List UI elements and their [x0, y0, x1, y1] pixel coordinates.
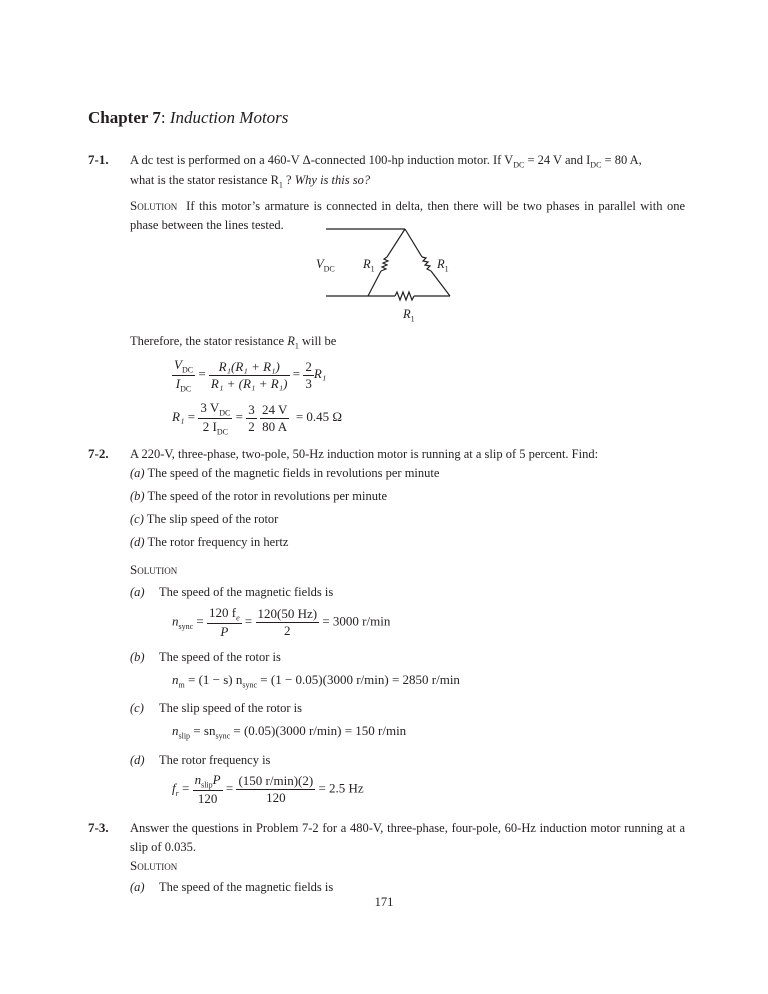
d: 80 A [262, 418, 288, 434]
rest: = (0.05)(3000 r/min) = 150 r/min [230, 723, 407, 738]
problem-number-7-3: 7-3. [88, 820, 109, 835]
item-text: The speed of the rotor in revolutions per minute [147, 489, 388, 503]
item-text: The slip speed of the rotor [146, 512, 279, 526]
equation-ratio: $\frac{V_{DC}}{I_{DC}}$ = $\frac{\text{R₁(R₁ + R₁)}}{\text{R₁ + (R₁ + R₁)}}$ = $\frac{2}{3}$ R₁ [174, 357, 327, 394]
problem-7-2-item [130, 510, 278, 529]
chapter-number: Chapter 7 [88, 108, 161, 127]
solution-7-2-b [130, 648, 281, 667]
left-resistor [381, 257, 388, 271]
sub: 1 [278, 180, 283, 190]
fraction [236, 773, 315, 806]
problem-7-3-question: Answer the questions in Problem 7-2 for a 480-V, three-phase, four-pole, 60-Hz induction motor running at a slip of 0.035. [130, 821, 685, 854]
q-text: = 80 A, [601, 153, 642, 167]
fraction [172, 357, 195, 393]
var: R₁ [313, 366, 327, 382]
circuit-vdc-label [316, 255, 335, 279]
d: 2 I [202, 418, 217, 434]
page-number: 171 [374, 895, 394, 909]
solution-7-2-d [130, 751, 271, 770]
text: The speed of the magnetic fields is [159, 585, 334, 599]
sub: DC [216, 427, 228, 437]
fraction [193, 772, 223, 807]
bottom-resistor [395, 292, 414, 300]
solution-label-7-3: Solution [130, 858, 178, 873]
lhs: R₁ [172, 409, 185, 425]
result: = 3000 r/min [322, 613, 391, 629]
therefore-text: will be [301, 334, 337, 348]
n: V [174, 357, 182, 372]
sub: m [178, 680, 185, 690]
n: n [194, 772, 202, 787]
sub: DC [181, 365, 194, 375]
n: (150 r/min)(2) [238, 772, 314, 788]
q-text: = 24 V and I [524, 153, 591, 167]
fraction [207, 605, 242, 640]
therefore-text: Therefore, the stator resistance [130, 334, 285, 348]
circuit-r1-right-label [437, 255, 449, 279]
equation-nm [172, 672, 460, 690]
sub: DC [180, 384, 192, 394]
sub: e [236, 613, 240, 623]
n: 24 V [261, 401, 288, 417]
circuit-r1-left-label [363, 255, 375, 279]
sub: 1 [294, 341, 299, 351]
vdc: V [316, 257, 324, 271]
sub: slip [201, 780, 213, 790]
circuit-r1-bottom-label [403, 305, 415, 329]
fraction [209, 359, 290, 392]
d: R₁ + (R₁ + R₁) [210, 375, 288, 391]
sub: 1 [444, 264, 449, 274]
sub: 1 [410, 314, 415, 324]
equation-fr: $f_r$ = $\frac{n_{slip}P}{120}$ = $\frac{(150 r/\min)(2)}{120}$ = 2.5 Hz [172, 772, 364, 806]
solution-label: Solution [130, 198, 178, 213]
q-text: ? [282, 173, 292, 187]
n: P [212, 772, 221, 787]
solution-label-7-2: Solution [130, 562, 178, 577]
chapter-title: Induction Motors [169, 108, 289, 127]
sub: sync [178, 621, 194, 631]
text: The speed of the magnetic fields is [159, 880, 334, 894]
sub: DC [513, 160, 525, 170]
problem-7-2-item [130, 487, 387, 506]
sub: slip [178, 731, 191, 741]
label: (d) [130, 753, 145, 767]
equation-nsync: $n_{sync}$ = $\frac{120 f_e}{P}$ = $\frac{120(50 Hz)}{2}$ = 3000 r/min [172, 605, 391, 639]
n: 3 V [200, 400, 220, 415]
d: I [175, 375, 181, 391]
chapter-heading [88, 108, 288, 128]
right-branch-top [405, 229, 422, 257]
problem-7-1-question-line2 [130, 171, 370, 195]
chapter-sep: : [160, 108, 166, 127]
item-label: (d) [130, 535, 145, 549]
lhs: n [172, 613, 179, 629]
n: 120 f [209, 605, 237, 620]
fraction [303, 359, 314, 392]
right-resistor [422, 257, 431, 271]
item-label: (c) [130, 512, 144, 526]
fraction [198, 400, 232, 436]
d: 120 [266, 789, 286, 805]
sub: r [175, 788, 179, 798]
n: 3 [248, 401, 255, 417]
item-text: The speed of the magnetic fields in revolutions per minute [147, 466, 440, 480]
solution-7-2-a [130, 583, 334, 602]
problem-number-7-1: 7-1. [88, 152, 109, 167]
problem-7-2-item [130, 464, 439, 483]
n: 2 [305, 358, 312, 374]
d: 3 [305, 375, 312, 391]
q-italic: Why is this so? [294, 173, 371, 187]
fraction [260, 402, 289, 435]
sub: sync [215, 731, 231, 741]
r: R [287, 334, 295, 348]
label: (c) [130, 701, 144, 715]
problem-7-2-item [130, 533, 288, 552]
fraction [246, 402, 257, 435]
n: 120(50 Hz) [257, 605, 318, 621]
label: (b) [130, 650, 145, 664]
left-branch-top [387, 229, 405, 257]
sub: DC [590, 160, 602, 170]
r: R [437, 257, 445, 271]
q-text: what is the stator resistance R [130, 173, 279, 187]
text: The speed of the rotor is [159, 650, 281, 664]
lhs: n [172, 672, 179, 687]
lhs: f [172, 780, 176, 796]
sub: sync [242, 680, 258, 690]
text: The rotor frequency is [159, 753, 271, 767]
solution-7-2-c [130, 699, 303, 718]
item-text: The rotor frequency in hertz [147, 535, 289, 549]
sub: DC [323, 264, 335, 274]
equation-r1: R₁ = $\frac{3 V_{DC}}{2 I_{DC}}$ = $\frac{3}{2}$ $\frac{24 V}{80 A}$ = 0.45 Ω [172, 400, 343, 437]
rest: = (1 − 0.05)(3000 r/min) = 2850 r/min [257, 672, 460, 687]
therefore-line [130, 332, 336, 356]
problem-7-2-question: A 220-V, three-phase, two-pole, 50-Hz induction motor is running at a slip of 5 percent. Find: [130, 447, 599, 461]
fraction [256, 606, 320, 639]
text: The slip speed of the rotor is [159, 701, 303, 715]
solution-text: If this motor’s armature is connected in delta, then there will be two phases in parallel with one phase between the lines tested. [130, 199, 685, 232]
d: 120 [197, 790, 218, 806]
item-label: (a) [130, 466, 145, 480]
q-text: A dc test is performed on a 460-V Δ-connected 100-hp induction motor. If V [130, 153, 514, 167]
equation-nslip [172, 723, 406, 741]
mid: = sn [190, 723, 216, 738]
lhs: n [172, 723, 179, 738]
r: R [363, 257, 371, 271]
mid: = (1 − s) n [187, 672, 243, 687]
result: = 2.5 Hz [318, 780, 364, 796]
d: P [220, 623, 229, 639]
label: (a) [130, 880, 145, 894]
result: = 0.45 Ω [295, 409, 343, 425]
sub: DC [219, 408, 231, 418]
item-label: (b) [130, 489, 145, 503]
r: R [403, 307, 411, 321]
n: R₁(R₁ + R₁) [209, 359, 290, 376]
sub: 1 [370, 264, 375, 274]
problem-number-7-2: 7-2. [88, 446, 109, 461]
d: 2 [284, 622, 291, 638]
label: (a) [130, 585, 145, 599]
d: 2 [248, 418, 255, 434]
